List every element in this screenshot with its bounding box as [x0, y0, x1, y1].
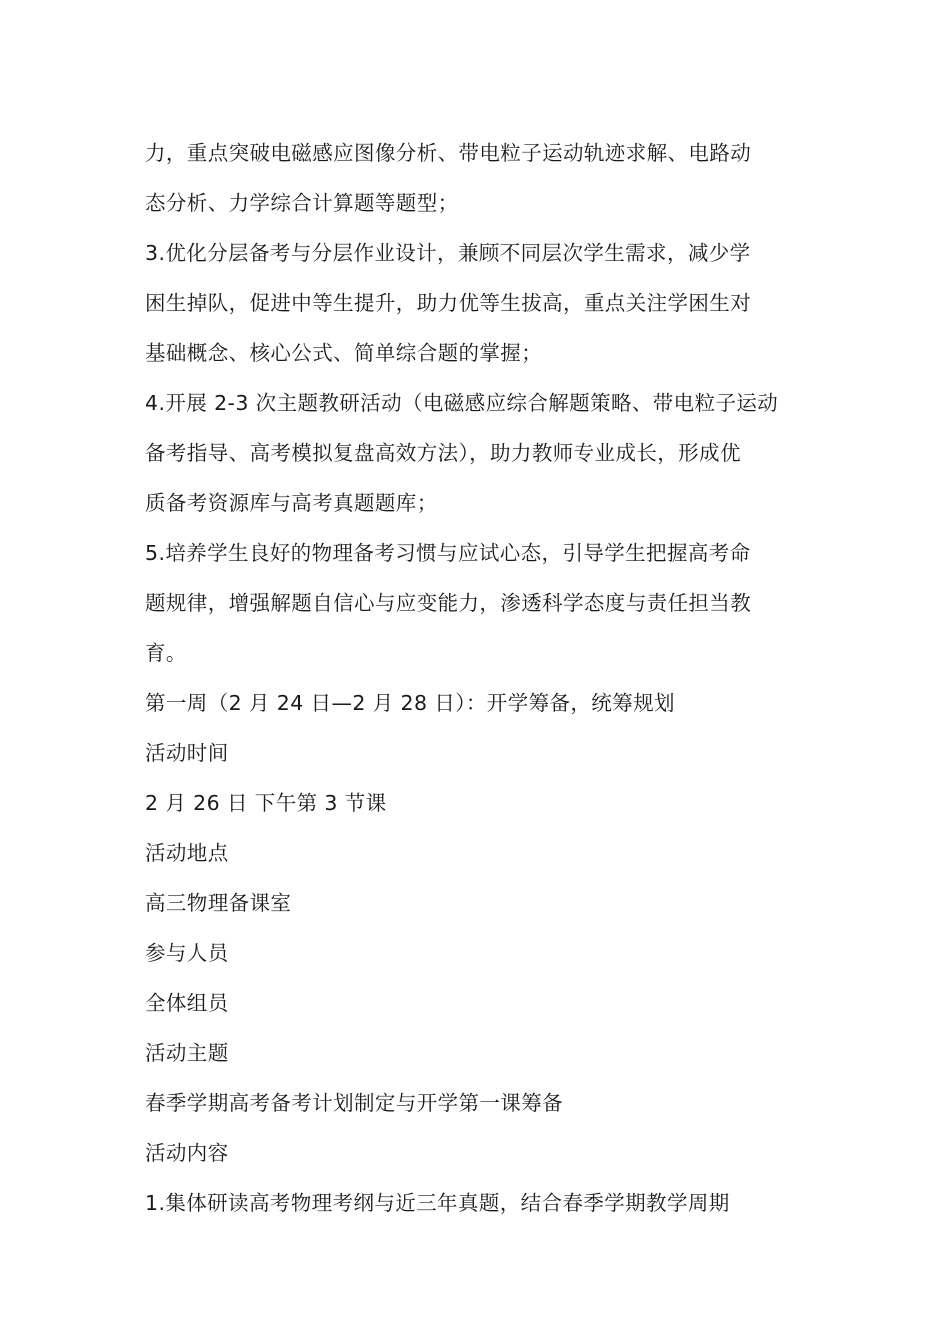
text-line: 基础概念、核心公式、简单综合题的掌握； [145, 341, 543, 365]
activity-content-label [145, 1128, 810, 1178]
text-line: 力，重点突破电磁感应图像分析、带电粒子运动轨迹求解、电路动 [145, 141, 752, 165]
text-line: 全体组员 [145, 991, 229, 1015]
text-line: 春季学期高考备考计划制定与开学第一课筹备 [145, 1091, 563, 1115]
activity-content-item-1 [145, 1178, 810, 1228]
document-body [145, 128, 810, 1228]
text-line: 4.开展 2-3 次主题教研活动（电磁感应综合解题策略、带电粒子运动 [145, 391, 779, 415]
activity-time-label [145, 728, 810, 778]
text-line: 5.培养学生良好的物理备考习惯与应试心态，引导学生把握高考命 [145, 541, 751, 565]
text-line: 活动主题 [145, 1041, 229, 1065]
paragraph-item-5 [145, 528, 810, 678]
activity-theme-label [145, 1028, 810, 1078]
text-line: 困生掉队，促进中等生提升，助力优等生拔高，重点关注学困生对 [145, 291, 752, 315]
text-line: 活动内容 [145, 1141, 229, 1165]
text-line: 3.优化分层备考与分层作业设计，兼顾不同层次学生需求，减少学 [145, 241, 751, 265]
week-one-heading [145, 678, 810, 728]
text-line: 态分析、力学综合计算题等题型； [145, 191, 459, 215]
participants-label [145, 928, 810, 978]
text-line: 质备考资源库与高考真题题库； [145, 491, 438, 515]
text-line: 高三物理备课室 [145, 891, 292, 915]
text-line: 育。 [145, 641, 187, 665]
activity-theme-value [145, 1078, 810, 1128]
text-line: 活动时间 [145, 741, 229, 765]
activity-time-value [145, 778, 810, 828]
text-line: 活动地点 [145, 841, 229, 865]
text-line: 参与人员 [145, 941, 229, 965]
paragraph-item-4 [145, 378, 810, 528]
text-line: 1.集体研读高考物理考纲与近三年真题，结合春季学期教学周期 [145, 1191, 730, 1215]
text-line: 2 月 26 日 下午第 3 节课 [145, 791, 387, 815]
text-line: 备考指导、高考模拟复盘高效方法），助力教师专业成长，形成优 [145, 441, 741, 465]
paragraph-item-3 [145, 228, 810, 378]
text-line: 第一周（2 月 24 日—2 月 28 日）：开学筹备，统筹规划 [145, 691, 675, 715]
paragraph-key-question-types [145, 128, 810, 228]
activity-location-value [145, 878, 810, 928]
text-line: 题规律，增强解题自信心与应变能力，渗透科学态度与责任担当教 [145, 591, 752, 615]
activity-location-label [145, 828, 810, 878]
participants-value [145, 978, 810, 1028]
